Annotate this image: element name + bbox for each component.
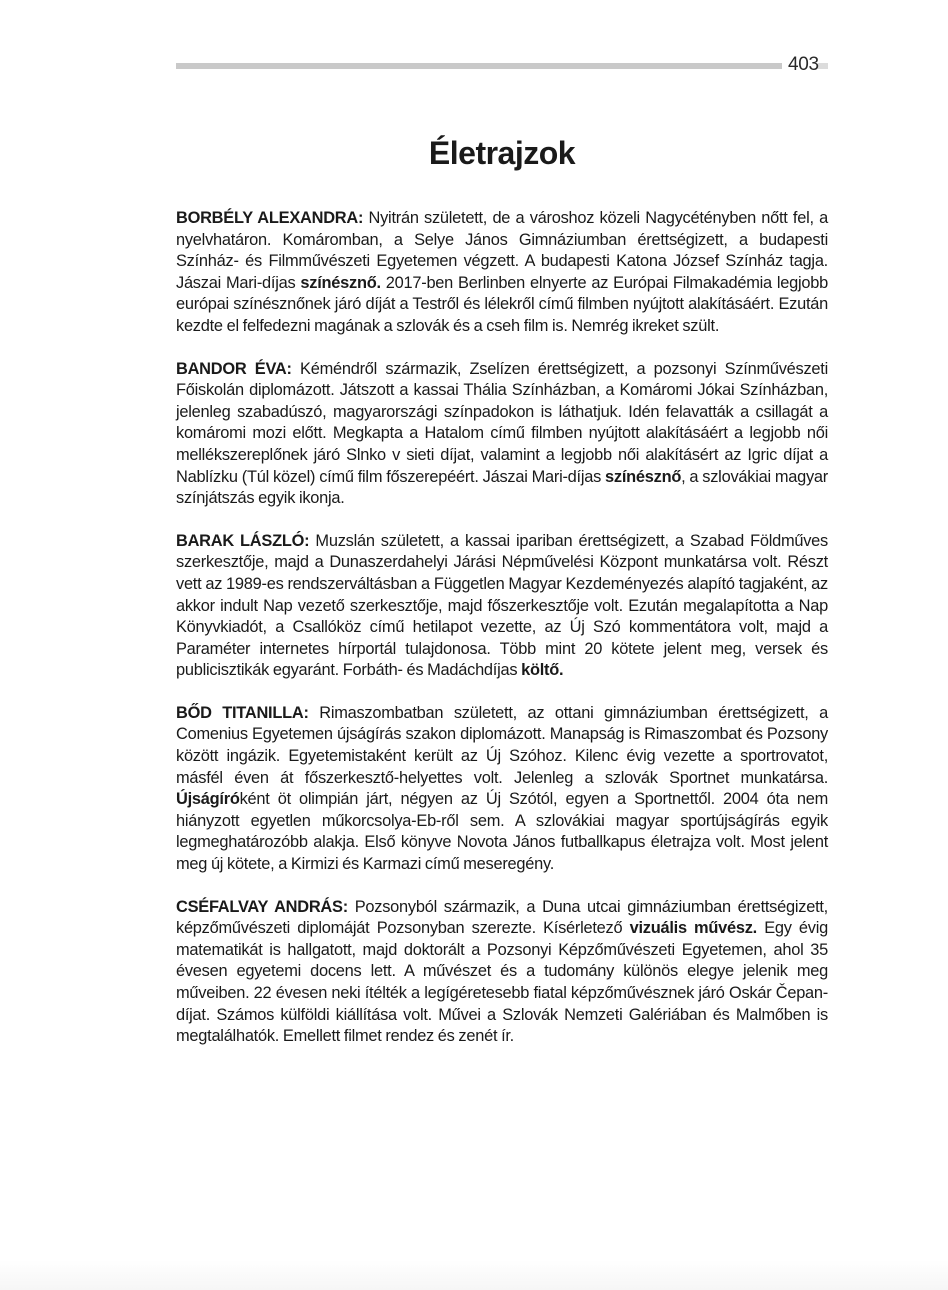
biography-text: Egy évig matematikát is hallgatott, majd doktorált a Pozsonyi Képzőművészeti Egyetemen, ahol 35 évesen egyetemi docens lett. A művészet és a tudomány különös elegye jelenik meg műveiben. 22 évesen neki ítélték a legígéretesebb fiatal képzőművésznek járó Oskár Čepan-díjat. Számos külföldi kiállítása volt. Művei a Szlovák Nemzeti Galériában és Malmőben is megtalálhatók. Emellett filmet rendez és zenét ír. bbox=[176, 919, 829, 1046]
person-name: BANDOR ÉVA: bbox=[176, 359, 292, 378]
biography-text: Nyitrán született, de a városhoz közeli Nagycétényben nőtt fel, a nyelvhatáron. Komáromban, a Selye János Gimnáziumban érettségizett, a budapesti Színház- és Filmművészeti Egyetemen végzett. A budapesti Katona József Színház tagja. Jászai Mari-díjas bbox=[176, 209, 828, 292]
highlighted-profession: vizuális művész. bbox=[629, 919, 757, 938]
highlighted-profession: színésznő bbox=[605, 467, 682, 486]
highlighted-profession: költő. bbox=[521, 661, 564, 680]
person-name: BORBÉLY ALEXANDRA: bbox=[176, 209, 364, 227]
biography-entry bbox=[176, 208, 828, 338]
highlighted-profession: Újságíró bbox=[176, 790, 240, 809]
biography-text: Kéméndről származik, Zselízen érettségizett, a pozsonyi Színművészeti Főiskolán diplomázott. Játszott a kassai Thália Színházban, a Komáromi Jókai Színházban, jelenleg szabadúszó, magyarországi színpadokon is láthatjuk. Idén felavatták a csillagát a komáromi mozi előtt. Megkapta a Hatalom című filmben nyújtott alakításáért a legjobb női mellékszereplőnek járó Slnko v sieti díjat, valamint a legjobb női alakításért az Igric díjat a Nablízku (Túl közel) című film főszerepéért. Jászai Mari-díjas bbox=[176, 359, 828, 486]
person-name: CSÉFALVAY ANDRÁS: bbox=[176, 897, 348, 916]
biography-entry bbox=[176, 359, 828, 510]
header-rule-tail bbox=[818, 63, 828, 69]
biography-text: Muzslán született, a kassai ipariban érettségizett, a Szabad Földműves szerkesztője, majd a Dunaszerdahelyi Járási Népművelési Központ munkatársa volt. Részt vett az 1989-es rendszerváltásban a Független Magyar Kezdeményezés alapító tagjaként, az akkor indult Nap vezető szerkesztője, majd főszerkesztője volt. Ezután megalapította a Nap Könyvkiadót, a Csallóköz című hetilapot vezette, az Új Szó kommentátora volt, majd a Paraméter internetes hírportál tulajdonosa. Több mint 20 kötete jelent meg, versek és publicisztikák egyaránt. Forbáth- és Madáchdíjas bbox=[176, 531, 828, 680]
biography-text: 2017-ben Berlinben elnyerte az Európai Filmakadémia legjobb európai színésznőnek járó díját a Testről és lélekről című filmben nyújtott alakításáért. Ezután kezdte el felfedezni magának a szlovák és a cseh film is. Nemrég ikreket szült. bbox=[176, 273, 828, 335]
highlighted-profession: színésznő. bbox=[300, 273, 381, 292]
header-rule bbox=[176, 63, 782, 69]
biography-text: , a szlovákiai magyar színjátszás egyik ikonja. bbox=[176, 467, 828, 508]
biography-text: Pozsonyból származik, a Duna utcai gimnáziumban érettségizett, képzőművészeti diplomáját Pozsonyban szerezte. Kísérletező bbox=[176, 897, 828, 938]
page-bottom-shade bbox=[0, 1260, 948, 1290]
page-title: Életrajzok bbox=[428, 135, 576, 171]
person-name: BŐD TITANILLA: bbox=[176, 703, 309, 722]
biography-list bbox=[176, 208, 828, 1069]
biography-entry bbox=[176, 703, 828, 876]
page-number: 403 bbox=[788, 54, 819, 75]
biography-entry bbox=[176, 531, 828, 682]
biography-text: ként öt olimpián járt, négyen az Új Szótól, egyen a Sportnettől. 2004 óta nem hiányzott egyetlen műkorcsolya-Eb-ről sem. A szlovákiai magyar sportújságírás egyik legmeghatározóbb alakja. Első könyve Novota János futballkapus életrajza volt. Most jelent meg új kötete, a Kirmizi és Karmazi című meseregény. bbox=[176, 790, 828, 874]
biography-text: Rimaszombatban született, az ottani gimnáziumban érettségizett, a Comenius Egyetemen újságírás szakon diplomázott. Manapság is Rimaszombat és Pozsony között ingázik. Egyetemistaként került az Új Szóhoz. Kilenc évig vezette a sportrovatot, másfél éven át főszerkesztő-helyettes volt. Jelenleg a szlovák Sportnet munkatársa. bbox=[176, 703, 828, 787]
person-name: BARAK LÁSZLÓ: bbox=[176, 531, 310, 550]
biography-entry bbox=[176, 897, 828, 1048]
